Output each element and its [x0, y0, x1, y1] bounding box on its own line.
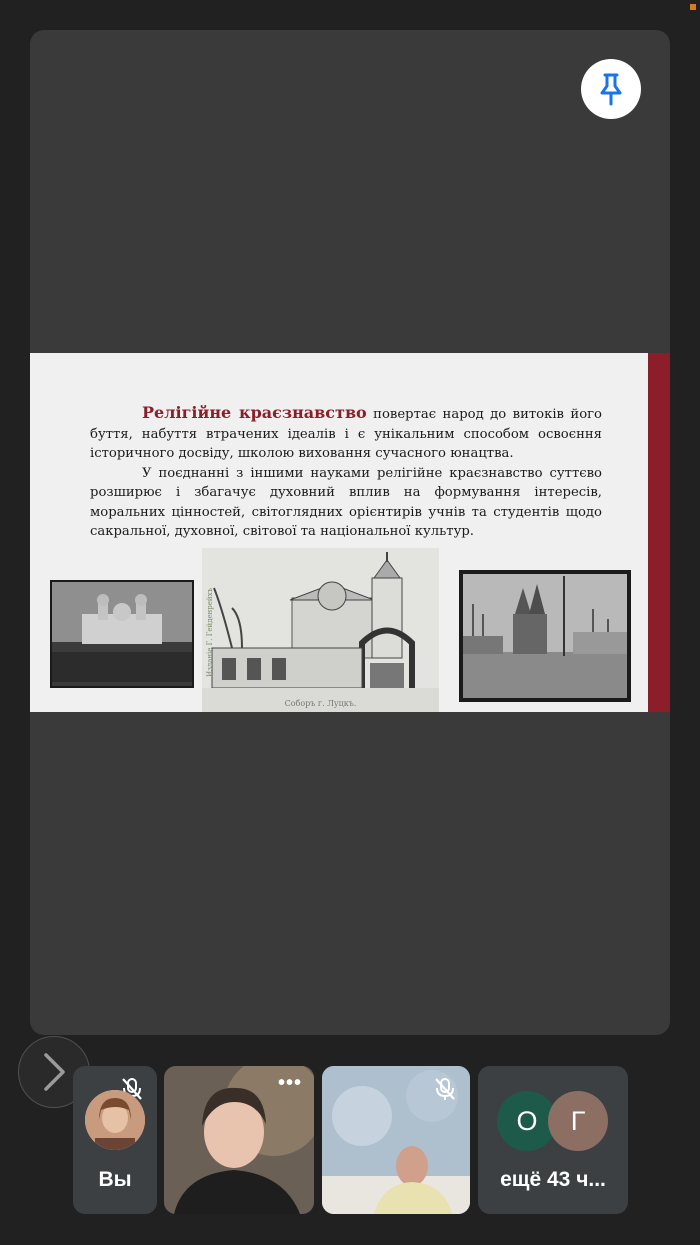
presentation-stage: [30, 30, 670, 1035]
more-horizontal-icon[interactable]: •••: [277, 1072, 302, 1094]
more-participants-label: ещё 43 ч...: [500, 1168, 606, 1191]
slide-highlight: Релігійне краєзнавство: [142, 403, 367, 422]
participant-tile-you[interactable]: [73, 1066, 157, 1214]
photo-cathedral-center: [202, 548, 439, 712]
slide-paragraph-1-text: повертає народ до витоків його буття, набуття втрачених ідеалів і є унікальним способом освоєння історичного досвіду, школою виховання сучасного юнацтва.: [90, 407, 602, 461]
chevron-right-icon: [40, 1052, 68, 1092]
photo-center-caption: Соборъ г. Луцкъ.: [284, 699, 357, 708]
slide-paragraph-2: У поєднанні з іншими науками релігійне краєзнавство суттєво розширює і збагачує духовний вплив на формування інтересів, моральних цінностей, світоглядних орієнтирів учнів та студентів щодо сакральної, духовної, світової та національної культур.: [90, 465, 602, 539]
mic-off-icon: [430, 1074, 460, 1104]
photo-center-side-caption: Изданіе Г. Гейденрейхъ: [206, 588, 214, 678]
pin-icon: [596, 72, 626, 106]
slide-paragraph-1: [90, 403, 602, 464]
participant-label-you: Вы: [98, 1168, 132, 1191]
participant-tile-3[interactable]: [322, 1066, 470, 1214]
pin-button[interactable]: [581, 59, 641, 119]
slide-text: [90, 403, 602, 542]
more-participants-tile[interactable]: [478, 1066, 628, 1214]
recording-indicator: [690, 4, 696, 10]
shared-slide: [30, 353, 670, 712]
slide-accent-bar: [648, 353, 670, 712]
photo-cathedral-left: [50, 580, 194, 688]
participant-tile-priest[interactable]: [164, 1066, 314, 1214]
avatar-initial-o: О: [497, 1091, 557, 1151]
photo-church-right: [459, 570, 631, 702]
avatar-initial-g: Г: [548, 1091, 608, 1151]
avatar-you: [85, 1090, 145, 1150]
